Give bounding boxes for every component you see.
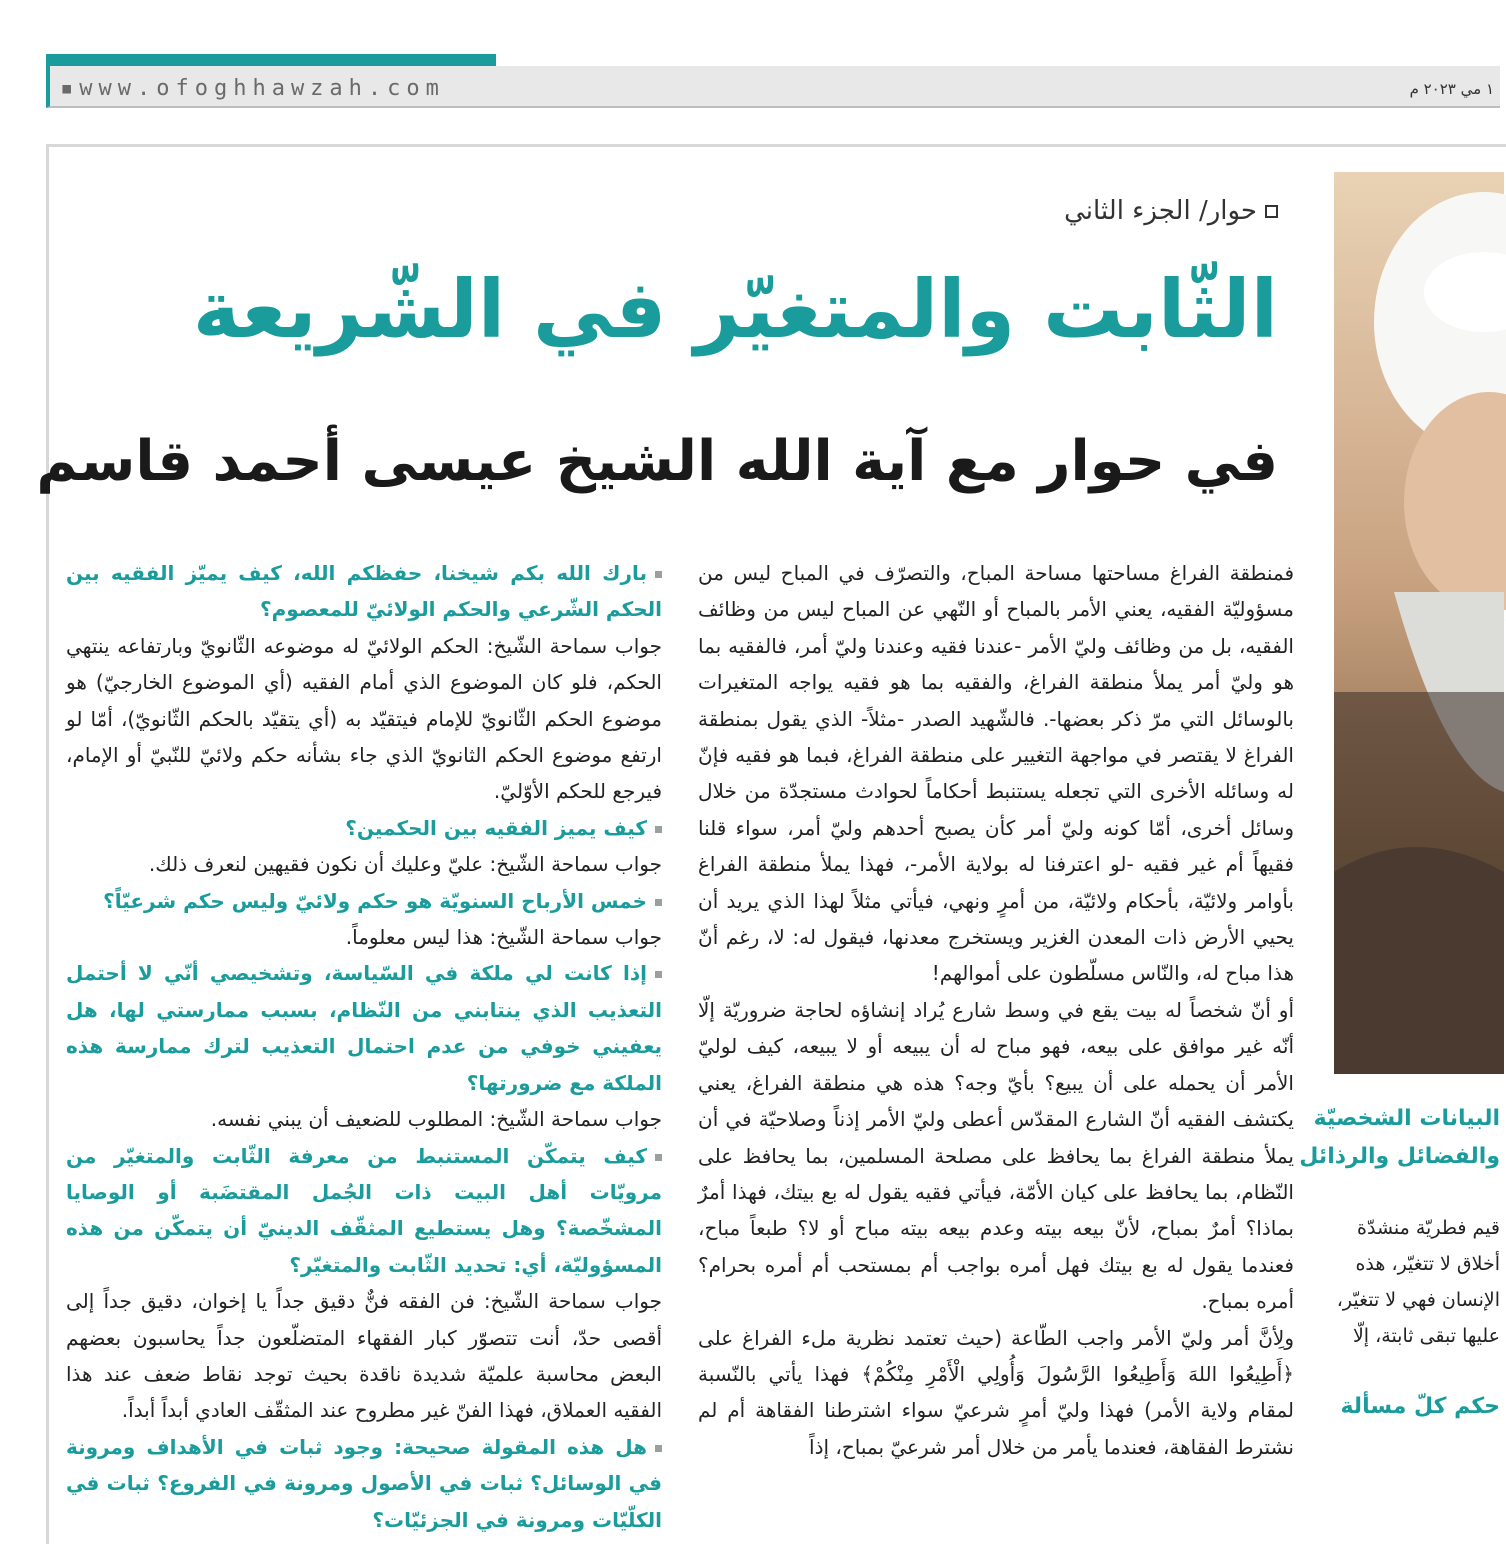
side-heading: البيانات الشخصيّة (1313, 1106, 1500, 1131)
paragraph: ولِأنَّ أمر وليّ الأمر واجب الطّاعة (حيث تعتمد نظرية ملء الفراغ على ﴿أَطِيعُوا اللهَ وَأَطِيعُوا الرَّسُولَ وَأُولِي الْأَمْرِ مِنْكُمْ﴾ فهذا يأتي بالنّسبة لمقام ولاية الأمر) فهذا وليّ أمرٍ شرعيّ سواء اشترطنا الفقاهة أم لم نشترط الفقاهة، فعندما يأمر من خلال أمر شرعيّ بمباح، إذاً (698, 1325, 1294, 1459)
kicker-square-icon (1265, 205, 1278, 218)
article-title: الثّابت والمتغيّر في الشّريعة (192, 263, 1278, 356)
question-text: كيف يميز الفقيه بين الحكمين؟ (345, 815, 647, 840)
side-heading: حكم كلّ مسألة (1340, 1394, 1500, 1419)
article-kicker (1064, 196, 1278, 226)
bullet-icon (655, 1154, 662, 1161)
bullet-icon (655, 971, 662, 978)
kicker-text: حوار/ الجزء الثاني (1064, 196, 1257, 226)
side-text-line: الإنسان فهي لا تتغيّر، (1336, 1289, 1500, 1311)
question (66, 555, 662, 628)
side-text-line: أخلاق لا تتغيّر، هذه (1355, 1253, 1500, 1275)
question (66, 955, 662, 1101)
header-accent-strip (46, 54, 496, 66)
side-heading: والفضائل والرذائل (1299, 1144, 1500, 1169)
question-text: خمس الأرباح السنويّة هو حكم ولائيّ وليس حكم شرعيّاً؟ (103, 888, 647, 913)
article-subtitle: في حوار مع آية الله الشيخ عيسى أحمد قاسم (36, 429, 1278, 494)
portrait-illustration (1334, 172, 1504, 1074)
site-url[interactable]: ▪www.ofoghhawzah.com (60, 76, 445, 101)
question (66, 810, 662, 846)
question (66, 1138, 662, 1284)
question-text: بارك الله بكم شيخنا، حفظكم الله، كيف يميّز الفقيه بين الحكم الشّرعي والحكم الولائيّ للمعصوم؟ (66, 561, 662, 622)
question (66, 1429, 662, 1538)
question (66, 883, 662, 919)
interviewee-photo (1334, 172, 1504, 1074)
paragraph: فمنطقة الفراغ مساحتها مساحة المباح، والتصرّف في المباح ليس من مسؤوليّة الفقيه، يعني الأمر بالمباح أو النّهي عن المباح ليس من وظائف الفقيه، بل من وظائف وليّ الأمر -عندنا فقيه وعندنا وليّ أمر، فالفقيه بما هو وليّ أمر يملأ منطقة الفراغ، والفقيه بما هو فقيه يواجه المتغيرات بالوسائل التي مرّ ذكر بعضها-. فالشّهيد الصدر -مثلاً- الذي يقول بمنطقة الفراغ لا يقتصر في مواجهة التغيير على منطقة الفراغ، فبما هو فقيه فإنّ له وسائله الأخرى التي تجعله يستنبط أحكاماً لحوادث مستجدّة من خلال وسائل أخرى، أمّا كونه وليّ أمر كأن يصبح أحدهم وليّ أمر، سواء قلنا فقيهاً أم غير فقيه -لو اعترفنا له بولاية الأمر-، فهذا يملأ منطقة الفراغ بأوامر ولائيّة، بأحكام ولائيّة، من أمرٍ ونهي، فيأتي مثلاً لهذا الذي يريد أن يحيي الأرض ذات المعدن الغزير ويستخرج معدنها، فيقول له: لا، رغم أنّ هذا مباح له، والنّاس مسلّطون على أموالهم! (698, 561, 1294, 986)
answer: جواب سماحة الشّيخ: عليّ وعليك أن نكون فقيهين لنعرف ذلك. (148, 852, 662, 877)
body-column-middle (698, 555, 1294, 1480)
answer: جواب سماحة الشّيخ: الحكم الولائيّ له موضوعه الثّانويّ وبارتفاعه ينتهي الحكم، فلو كان الموضوع الذي أمام الفقيه (أي الموضوع الخارجيّ) هو موضوع الحكم الثّانويّ للإمام فيتقيّد به (أي يتقيّد بالحكم الثّانويّ)، أمّا لو ارتفع موضوع الحكم الثانويّ الذي جاء بشأنه حكم ولائيّ للنّبيّ أو الإمام، فيرجع للحكم الأوّليّ. (66, 633, 662, 804)
issue-date: ١ مي ٢٠٢٣ م (1409, 80, 1494, 98)
side-text-line: قيم فطريّة منشدّة (1357, 1217, 1500, 1239)
question-text: إذا كانت لي ملكة في السّياسة، وتشخيصي أنّي لا أحتمل التعذيب الذي ينتابني من النّظام، بسبب ممارستي لها، هل يعفيني خوفي من عدم احتمال التعذيب لترك ممارسة هذه الملكة مع ضرورتها؟ (66, 961, 662, 1095)
answer: جواب سماحة الشّيخ: فن الفقه فنٌّ دقيق جداً يا إخوان، دقيق جداً إلى أقصى حدّ، أنت تتصوّر كبار الفقهاء المتضلّعون جداً يحاسبون بعضهم البعض محاسبة علميّة شديدة ناقدة بحيث توجد نقاط ضعف عند هذا الفقيه العملاق، فهذا الفنّ غير مطروح عند المثقّف العادي أبداً أبداً. (66, 1289, 662, 1423)
question-text: كيف يتمكّن المستنبط من معرفة الثّابت والمتغيّر من مرويّات أهل البيت ذات الجُمل المقتضَبة أو الوصايا المشخّصة؟ وهل يستطيع المثقّف الدينيّ أن يتمكّن من هذه المسؤوليّة، أي: تحديد الثّابت والمتغيّر؟ (66, 1143, 662, 1277)
bullet-icon (655, 571, 662, 578)
answer: جواب سماحة الشّيخ: هذا ليس معلوماً. (345, 925, 662, 950)
question-text: هل هذه المقولة صحيحة: وجود ثبات في الأهداف ومرونة في الوسائل؟ ثبات في الأصول ومرونة في الفروع؟ ثبات في الكلّيّات ومرونة في الجزئيّات؟ (66, 1434, 662, 1532)
bullet-icon (655, 826, 662, 833)
side-column (1299, 1100, 1500, 1426)
answer: جواب سماحة الشّيخ: المطلوب للضعيف أن يبني نفسه. (210, 1107, 662, 1132)
body-column-left (66, 555, 662, 1532)
bullet-icon (655, 1445, 662, 1452)
side-text-line: عليها تبقى ثابتة، إلّا (1352, 1325, 1500, 1347)
paragraph: أو أنّ شخصاً له بيت يقع في وسط شارع يُراد إنشاؤه لحاجة ضروريّة إلّا أنّه غير موافق على بيعه، فهو مباح له أن يبيعه أو لا يبيعه، كيف لوليّ الأمر أن يحمله على أن يبيع؟ بأيّ وجه؟ هذه هي منطقة الفراغ، يعني يكتشف الفقيه أنّ الشارع المقدّس أعطى وليّ الأمر إذناً وصلاحيّة في أن يملأ منطقة الفراغ بما يحافظ على مصلحة المسلمين، بما يحافظ على النّظام، بما يحافظ على كيان الأمّة، فيأتي فقيه يقول له بع بيتك، فهذا أمرٌ بماذا؟ أمرٌ بمباح، لأنّ بيعه بيته وعدم بيعه بيته مباح أو لا؟ طبعاً مباح، فعندما يقول له بع بيتك فهل أمره بواجب أم بمستحب أم أمره بحرام؟ أمره بمباح. (698, 997, 1294, 1314)
bullet-icon (655, 899, 662, 906)
